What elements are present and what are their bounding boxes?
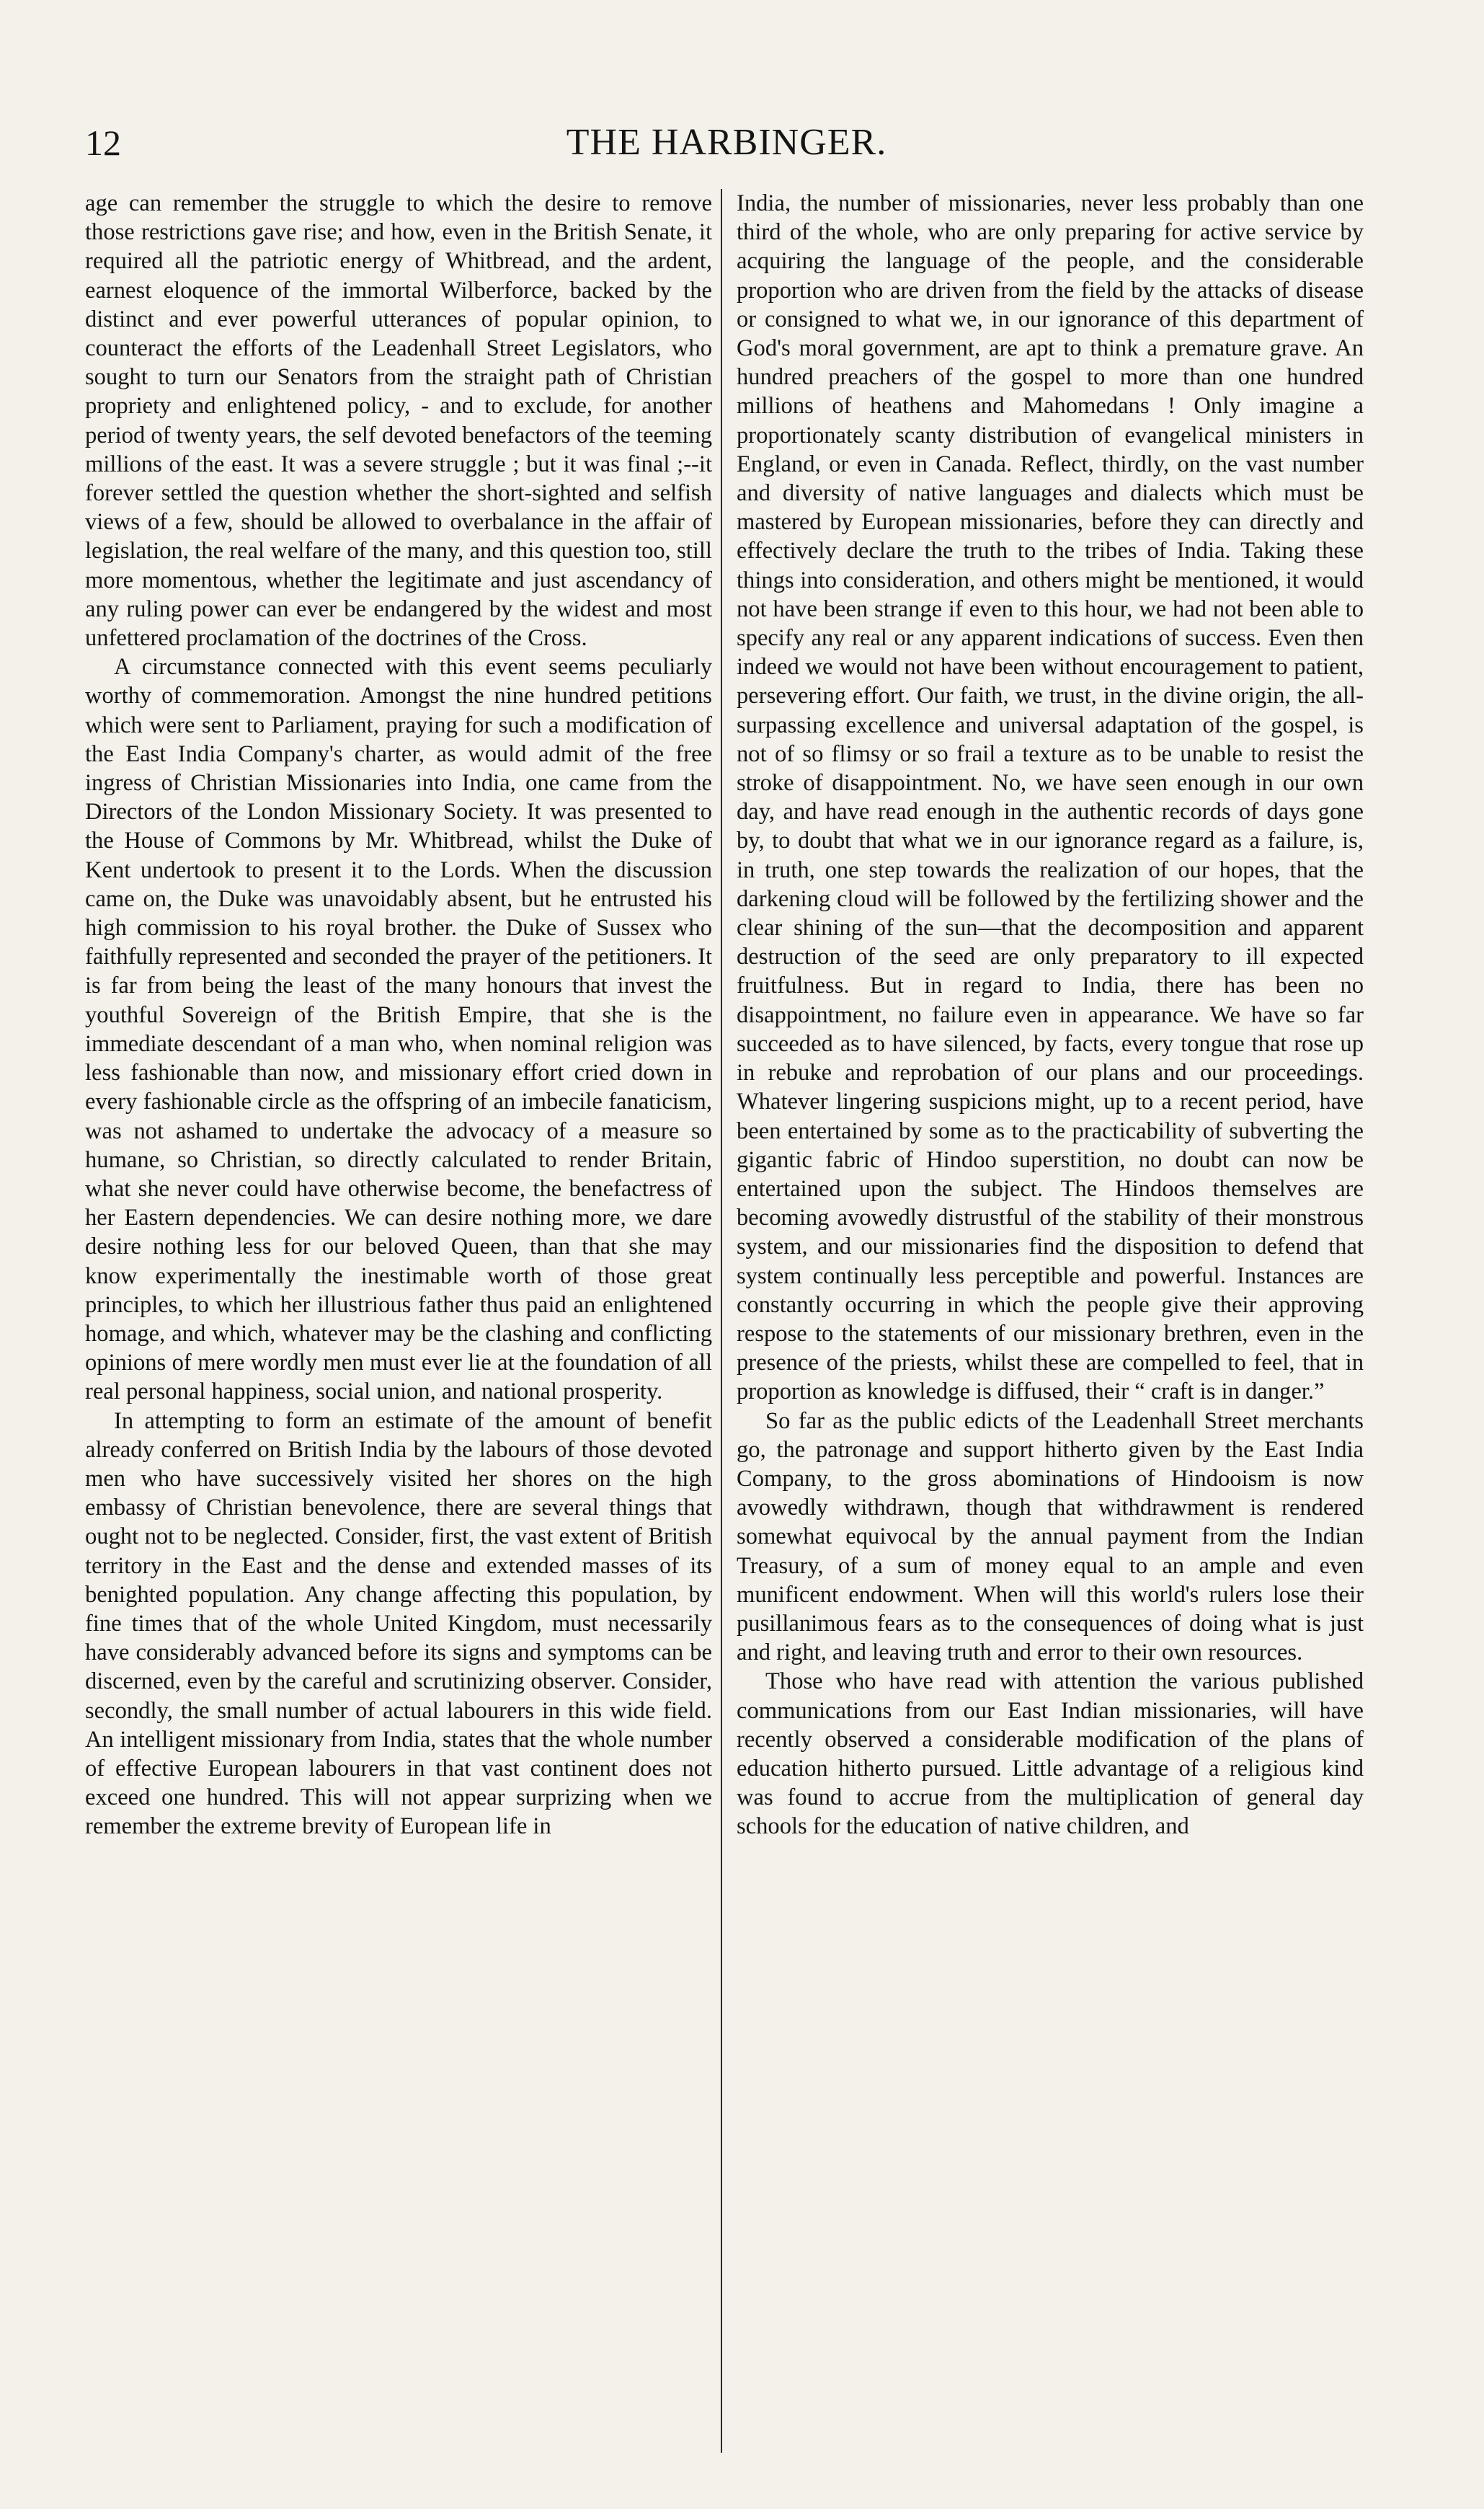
- column-divider: [721, 189, 722, 2453]
- paragraph: age can remember the struggle to which the desire to remove those restrictions gave rise; and how, even in the British Senate, it required all the patriotic energy of Whitbread, and the ardent, earnest eloquence of the immortal Wilberforce, backed by the distinct and ever powerful utterances of popular opinion, to counteract the efforts of the Leadenhall Street Legislators, who sought to turn our Senators from the straight path of Christian propriety and enlightened policy, - and to exclude, for another period of twenty years, the self devoted benefactors of the teeming millions of the east. It was a severe struggle ; but it was final ;--it forever settled the question whether the short-sighted and selfish views of a few, should be allowed to overbalance in the affair of legislation, the real welfare of the many, and this question too, still more momentous, whether the legitimate and just ascendancy of any ruling power can ever be endangered by the widest and most unfettered proclamation of the doctrines of the Cross.: [85, 190, 712, 652]
- paragraph: Those who have read with attention the various published communications from our East Indian missionaries, will have recently observed a considerable modification of the plans of education hitherto pursued. Little advantage of a religious kind was found to accrue from the multiplication of general day schools for the education of native children, and: [737, 1668, 1364, 1840]
- paragraph: A circumstance connected with this event seems peculiarly worthy of commemoration. Amongst the nine hundred petitions which were sent to Parliament, praying for such a modification of the East India Company's charter, as would admit of the free ingress of Christian Missionaries into India, one came from the Directors of the London Missionary Society. It was presented to the House of Commons by Mr. Whitbread, whilst the Duke of Kent undertook to present it to the Lords. When the discussion came on, the Duke was unavoidably absent, but he entrusted his high commission to his royal brother. the Duke of Sussex who faithfully represented and seconded the prayer of the petitioners. It is far from being the least of the many honours that invest the youthful Sovereign of the British Empire, that she is the immediate descendant of a man who, when nominal religion was less fashionable than now, and missionary effort cried down in every fashionable circle as the offspring of an imbecile fanaticism, was not ashamed to undertake the advocacy of a measure so humane, so Christian, so directly calculated to render Britain, what she never could have otherwise become, the benefactress of her Eastern dependencies. We can desire nothing more, we dare desire nothing less for our beloved Queen, than that she may know experimentally the inestimable worth of those great principles, to which her illustrious father thus paid an enlightened homage, and which, whatever may be the clashing and conflicting opinions of mere wordly men must ever lie at the foundation of all real personal happiness, social union, and national prosperity.: [85, 654, 712, 1405]
- page-header: [85, 121, 1368, 172]
- left-column: [85, 189, 712, 2460]
- paragraph: So far as the public edicts of the Leadenhall Street merchants go, the patronage and support hitherto given by the East India Company, to the gross abominations of Hindooism is now avowedly withdrawn, though that withdrawment is rendered somewhat equivocal by the annual payment from the Indian Treasury, of a sum of money equal to an ample and even munificent endowment. When will this world's rulers lose their pusillanimous fears as to the consequences of doing what is just and right, and leaving truth and error to their own resources.: [737, 1407, 1364, 1666]
- right-column: [737, 189, 1364, 2460]
- paragraph: In attempting to form an estimate of the amount of benefit already conferred on British India by the labours of those devoted men who have successively visited her shores on the high embassy of Christian benevolence, there are several things that ought not to be neglected. Consider, first, the vast extent of British territory in the East and the dense and extended masses of its benighted population. Any change affecting this population, by fine times that of the whole United Kingdom, must necessarily have considerably advanced before its signs and symptoms can be discerned, even by the careful and scrutinizing observer. Consider, secondly, the small number of actual labourers in this wide field. An intelligent missionary from India, states that the whole number of effective European labourers in that vast continent does not exceed one hundred. This will not appear surprizing when we remember the extreme brevity of European life in: [85, 1407, 712, 1840]
- page-number: 12: [85, 123, 121, 163]
- paragraph: India, the number of missionaries, never less probably than one third of the whole, who are only preparing for active service by acquiring the language of the people, and the considerable proportion who are driven from the field by the attacks of disease or consigned to what we, in our ignorance of this department of God's moral government, are apt to think a premature grave. An hundred preachers of the gospel to more than one hundred millions of heathens and Mahomedans ! Only imagine a proportionately scanty distribution of evangelical ministers in England, or even in Canada. Reflect, thirdly, on the vast number and diversity of native languages and dialects which must be mastered by European missionaries, before they can directly and effectively declare the truth to the tribes of India. Taking these things into consideration, and others might be mentioned, it would not have been strange if even to this hour, we had not been able to specify any real or any apparent indications of success. Even then indeed we would not have been without encouragement to patient, persevering effort. Our faith, we trust, in the divine origin, the all-surpassing excellence and universal adaptation of the gospel, is not of so flimsy or so frail a texture as to be unable to resist the stroke of disappointment. No, we have seen enough in our own day, and have read enough in the authentic records of days gone by, to doubt that what we in our ignorance regard as a failure, is, in truth, one step towards the realization of our hopes, that the darkening cloud will be followed by the fertilizing shower and the clear shining of the sun—that the decomposition and apparent destruction of the seed are only preparatory to ill expected fruitfulness. But in regard to India, there has been no disappointment, no failure even in appearance. We have so far succeeded as to have silenced, by facts, every tongue that rose up in rebuke and reprobation of our plans and our proceedings. Whatever lingering suspicions might, up to a recent period, have been entertained by some as to the practicability of subverting the gigantic fabric of Hindoo superstition, no doubt can now be entertained upon the subject. The Hindoos themselves are becoming avowedly distrustful of the stability of their monstrous system, and our missionaries find the disposition to defend that system continually less perceptible and powerful. Instances are constantly occurring in which the people give their approving respose to the statements of our missionary brethren, even in the presence of the priests, whilst these are compelled to feel, that in proportion as knowledge is diffused, their “ craft is in danger.”: [737, 190, 1364, 1405]
- running-title: THE HARBINGER.: [566, 122, 887, 163]
